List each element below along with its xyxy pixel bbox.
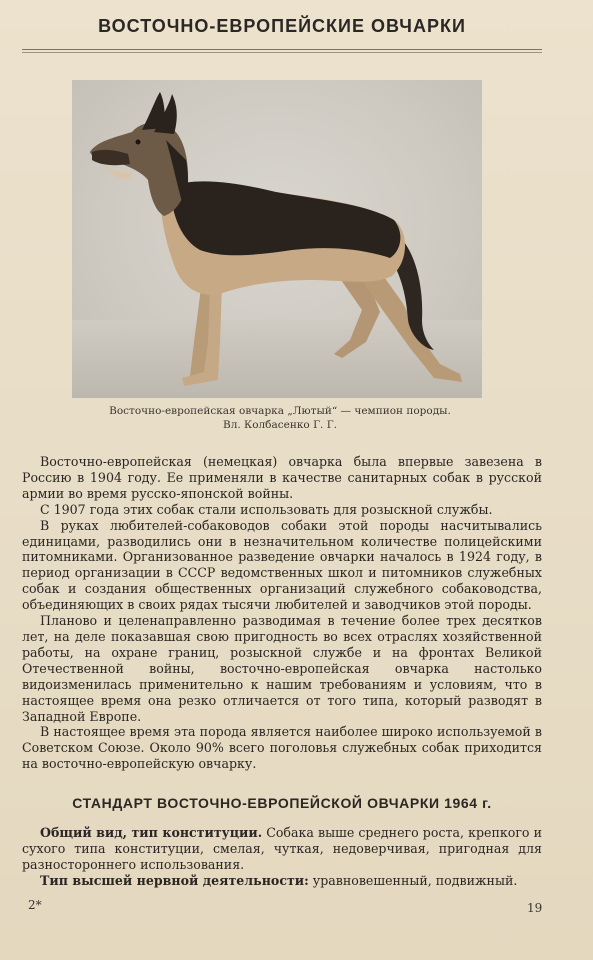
standard-item — [22, 825, 542, 873]
dog-tongue — [106, 166, 132, 179]
dog-head — [90, 123, 188, 216]
paragraph: В настоящее время эта порода является наиболее широко используемой в Советском Союзе. Около 90% всего поголовья служебных собак приходится на восточно-европейскую овчарку. — [22, 724, 542, 772]
section-title: СТАНДАРТ ВОСТОЧНО-ЕВРОПЕЙСКОЙ ОВЧАРКИ 1964 г. — [72, 795, 492, 811]
page-number: 19 — [527, 901, 543, 915]
paragraph: В руках любителей-собаководов собаки этой породы насчитывались единицами, разводились они в незначительном количестве полицейскими питомниками. Организованное разведение овчарки началось в 1924 году, в период организации в СССР ведомственных школ и питомников служебных собак и создания общественных организаций служебного собаководства, объединяющих в своих рядах тысячи любителей и заводчиков этой породы. — [22, 517, 542, 613]
photo-caption — [60, 404, 500, 432]
standard-term: Тип высшей нервной деятельности: — [40, 872, 309, 888]
header-rule-double — [22, 52, 542, 53]
standard-item — [22, 873, 542, 889]
article-body — [22, 454, 542, 772]
paragraph: Планово и целенаправленно разводимая в течение более трех десятков лет, на деле показавшая свою пригодность во всех отраслях хозяйственной работы, на охране границ, розыскной службе и на фронтах Великой Отечественной войны, восточно-европейская овчарка настолько видоизменилась применительно к нашим требованиям и условиям, что в настоящее время она резко отличается от того типа, который разводят в Западной Европе. — [22, 613, 542, 724]
paragraph: Восточно-европейская (немецкая) овчарка была впервые завезена в Россию в 1904 году. Ее применяли в качестве санитарных собак в русской армии во время русско-японской войны. — [22, 454, 542, 501]
signature-mark: 2* — [28, 898, 42, 912]
dog-photo — [72, 80, 482, 398]
standard-term: Общий вид, тип конституции. — [40, 825, 263, 840]
standard-desc: уравновешенный, подвижный. — [308, 872, 518, 888]
dog-eye — [136, 140, 141, 145]
dog-photo-illustration — [72, 80, 482, 398]
standard-desc: Собака выше среднего роста, крепкого и сухого типа конституции, смелая, чуткая, недоверчивая, пригодная для разностороннего использования. — [22, 825, 542, 872]
dog-saddle — [170, 181, 400, 258]
running-head: ВОСТОЧНО-ЕВРОПЕЙСКИЕ ОВЧАРКИ — [98, 16, 466, 36]
paragraph: С 1907 года этих собак стали использовать для розыскной службы. — [40, 501, 493, 517]
caption-line-2: Вл. Колбасенко Г. Г. — [223, 419, 337, 431]
standard-text — [22, 825, 542, 889]
header-rule — [22, 49, 542, 50]
caption-line-1: Восточно-европейская овчарка „Лютый“ — чемпион породы. — [109, 405, 451, 417]
